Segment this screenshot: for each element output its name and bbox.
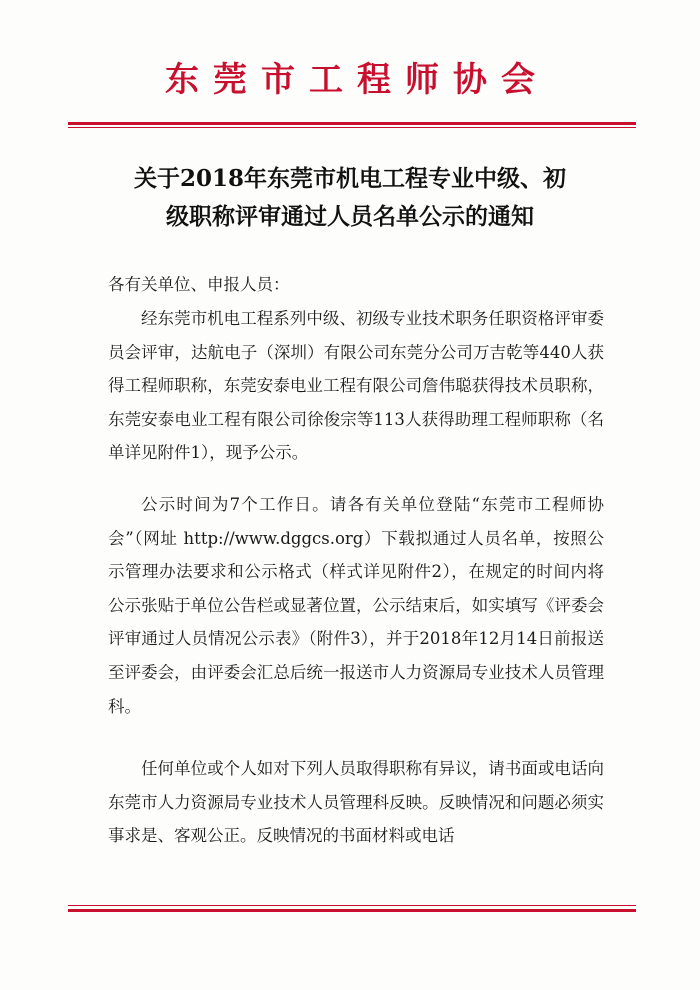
notice-title: [100, 160, 600, 236]
notice-paragraph-3: 任何单位或个人如对下列人员取得职称有异议，请书面或电话向东莞市人力资源局专业技术人员管理科反映。反映情况和问题必须实事求是、客观公正。反映情况的书面材料或电话: [108, 759, 604, 846]
letterhead-org-name: 东莞市工程师协会: [165, 60, 549, 100]
footer-rule-thick: [68, 909, 636, 912]
notice-salutation: 各有关单位、申报人员：: [108, 275, 290, 294]
footer-rule-thin: [68, 905, 636, 906]
notice-title-line-1: 关于2018年东莞市机电工程专业中级、初: [133, 165, 566, 192]
notice-title-line-2: 级职称评审通过人员名单公示的通知: [166, 203, 534, 230]
notice-paragraph-2: 公示时间为7个工作日。请各有关单位登陆“东莞市工程师协会”（网址 http://www.dggcs.org）下载拟通过人员名单，按照公示管理办法要求和公示格式（样式详见附件2），在规定的时间内将公示张贴于单位公告栏或显著位置，公示结束后，如实填写《评委会评审通过人员情况公示表》（附件3），并于2018年12月14日前报送至评委会，由评委会汇总后统一报送市人力资源局专业技术人员管理科。: [108, 495, 604, 716]
letterhead-top-rule-thick: [68, 122, 636, 125]
notice-paragraph-1: 经东莞市机电工程系列中级、初级专业技术职务任职资格评审委员会评审，达航电子（深圳）有限公司东莞分公司万吉乾等440人获得工程师职称，东莞安泰电业工程有限公司詹伟聪获得技术员职称，东莞安泰电业工程有限公司徐俊宗等113人获得助理工程师职称（名单详见附件1），现予公示。: [108, 309, 604, 463]
letterhead-top-rule-thin: [68, 127, 636, 128]
